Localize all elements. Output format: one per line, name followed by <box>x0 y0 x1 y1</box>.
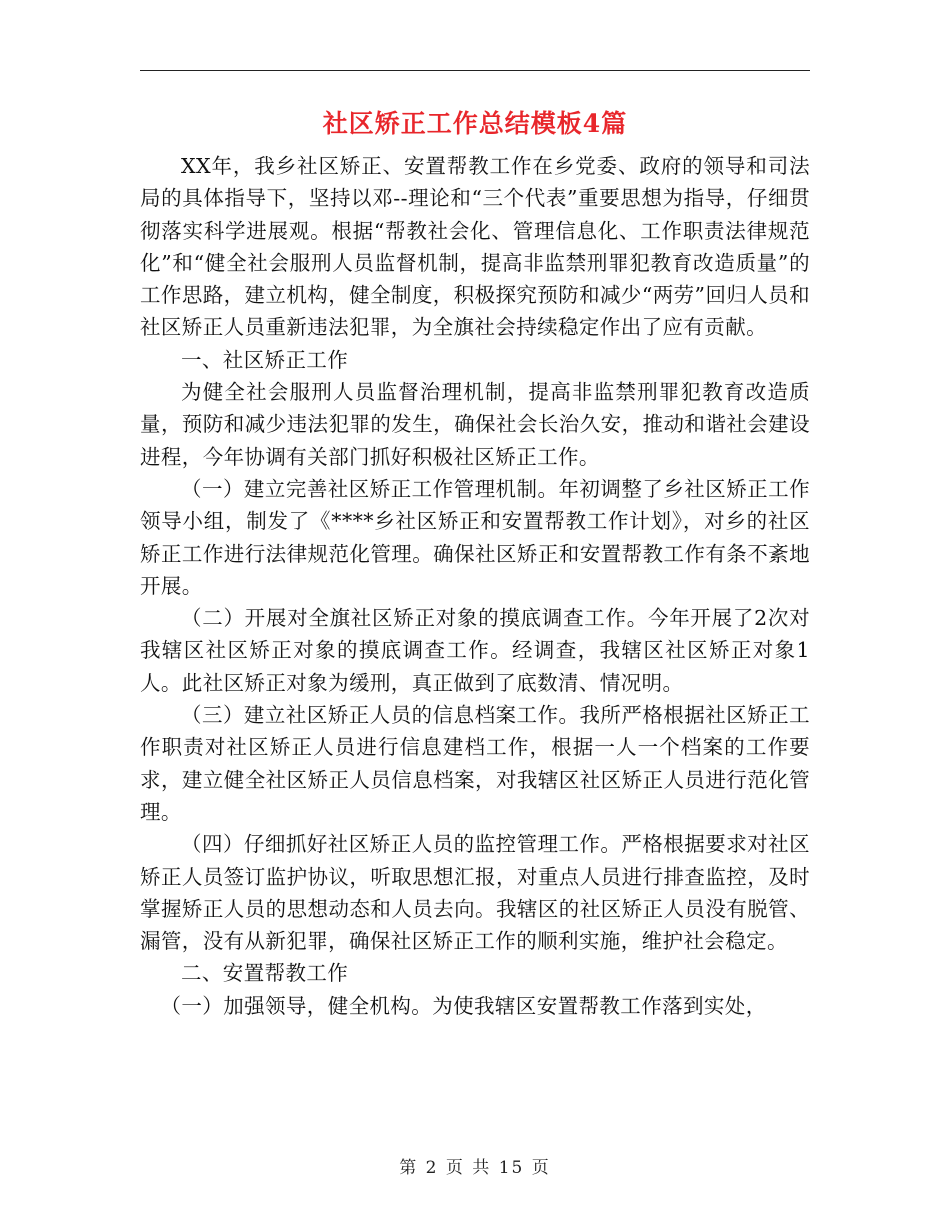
header-rule <box>140 70 810 71</box>
page-number: 第 2 页 共 15 页 <box>399 1158 551 1178</box>
section-heading-1: 一、社区矫正工作 <box>181 347 349 372</box>
paragraph-section-1: 为健全社会服刑人员监督治理机制，提高非监禁刑罪犯教育改造质量，预防和减少违法犯罪的发生，确保社会长治久安，推动和谐社会建设进程，今年协调有关部门抓好积极社区矫正工作。 <box>140 380 810 469</box>
document-body <box>140 150 810 1022</box>
paragraph-item-2: （二）开展对全旗社区矫正对象的摸底调查工作。今年开展了2次对我辖区社区矫正对象的摸底调查工作。经调查，我辖区社区矫正对象1人。此社区矫正对象为缓刑，真正做到了底数清、情况明。 <box>140 606 810 695</box>
paragraph-item-4: （四）仔细抓好社区矫正人员的监控管理工作。严格根据要求对社区矫正人员签订监护协议，听取思想汇报，对重点人员进行排查监控，及时掌握矫正人员的思想动态和人员去向。我辖区的社区矫正人员没有脱管、漏管，没有从新犯罪，确保社区矫正工作的顺利实施，维护社会稳定。 <box>140 832 810 954</box>
paragraph-section-2-item-1: （一）加强领导，健全机构。为使我辖区安置帮教工作落到实处， <box>160 993 767 1018</box>
paragraph-item-1: （一）建立完善社区矫正工作管理机制。年初调整了乡社区矫正工作领导小组，制发了《****乡社区矫正和安置帮教工作计划》，对乡的社区矫正工作进行法律规范化管理。确保社区矫正和安置帮教工作有条不紊地开展。 <box>140 476 810 598</box>
document-title: 社区矫正工作总结模板4篇 <box>322 109 628 138</box>
section-heading-2: 二、安置帮教工作 <box>181 961 349 986</box>
paragraph-item-3: （三）建立社区矫正人员的信息档案工作。我所严格根据社区矫正工作职责对社区矫正人员进行信息建档工作，根据一人一个档案的工作要求，建立健全社区矫正人员信息档案，对我辖区社区矫正人员进行范化管理。 <box>140 703 810 824</box>
paragraph-intro: XX年，我乡社区矫正、安置帮教工作在乡党委、政府的领导和司法局的具体指导下，坚持以邓--理论和“三个代表”重要思想为指导，仔细贯彻落实科学进展观。根据“帮教社会化、管理信息化、工作职责法律规范化”和“健全社会服刑人员监督机制，提高非监禁刑罪犯教育改造质量”的工作思路，建立机构，健全制度，积极探究预防和减少“两劳”回归人员和社区矫正人员重新违法犯罪，为全旗社会持续稳定作出了应有贡献。 <box>140 154 810 340</box>
